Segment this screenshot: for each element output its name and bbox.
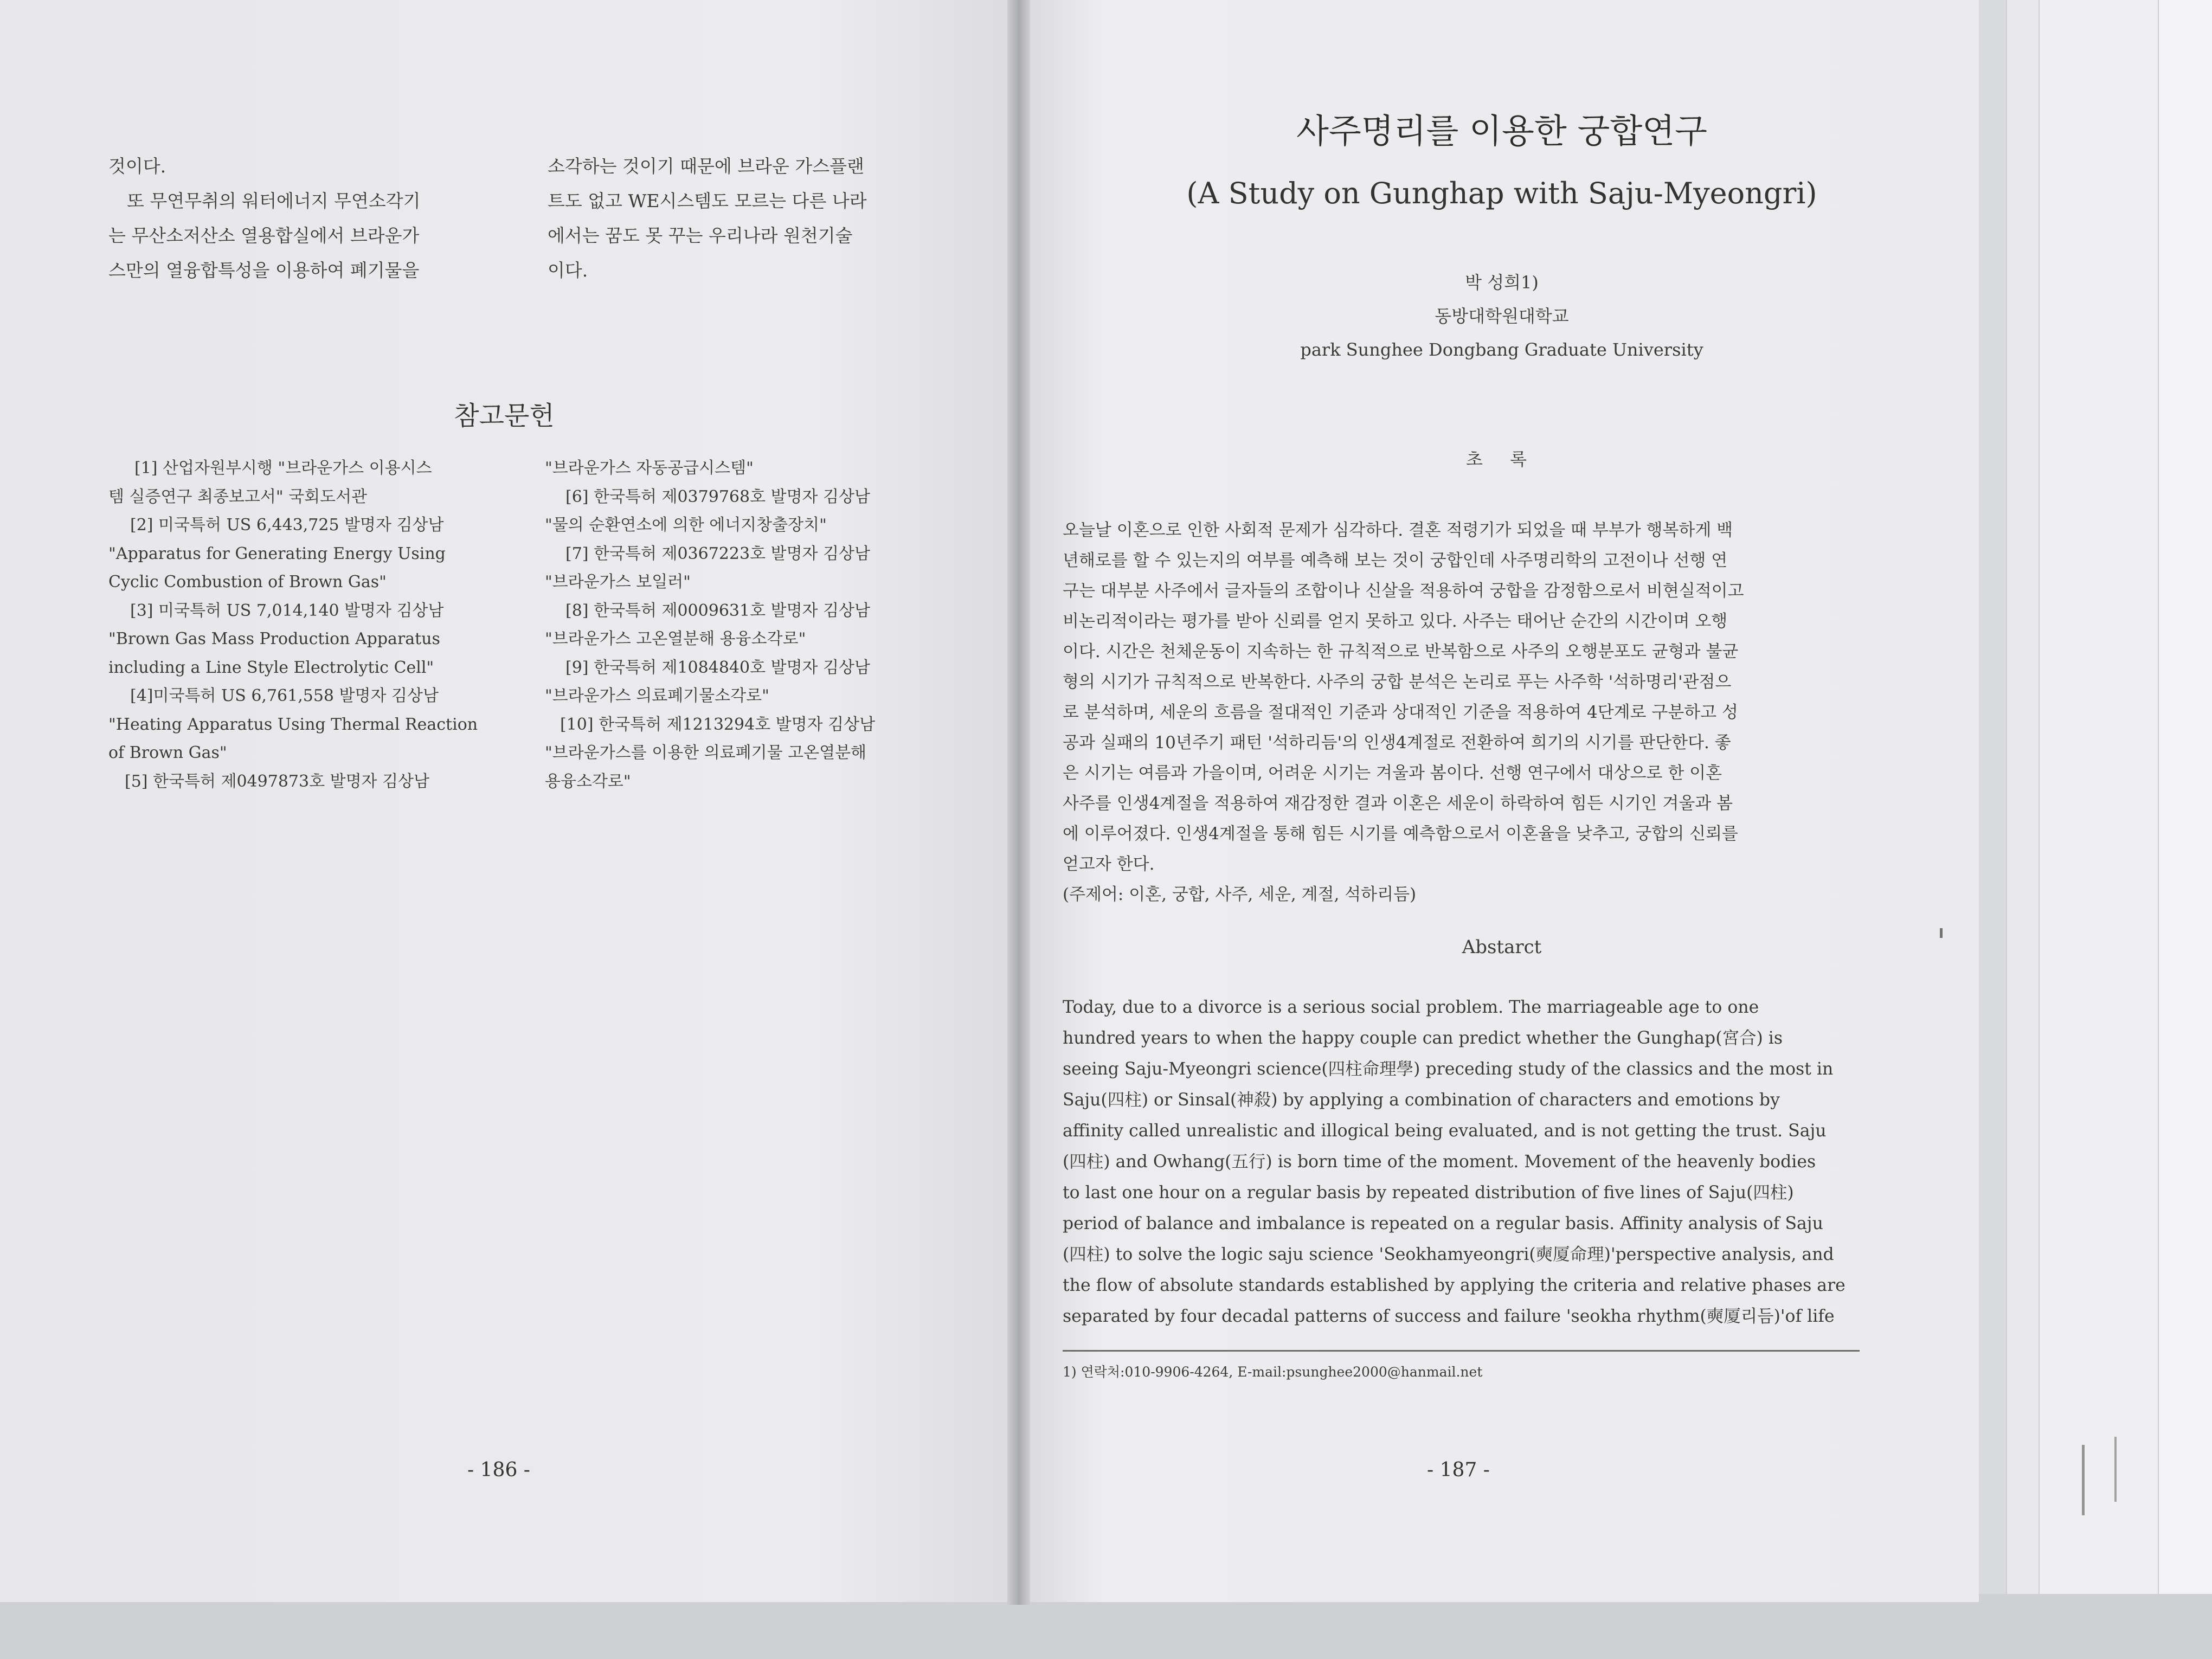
abstract-line: hundred years to when the happy couple can predict whether the Gunghap(宮合) is <box>1063 1028 1783 1048</box>
text-line: 것이다. <box>108 156 166 177</box>
abstract-line: 에 이루어졌다. 인생4계절을 통해 힘든 시기를 예측함으로서 이혼율을 낮추고, 궁합의 신뢰를 <box>1063 824 1738 844</box>
abstract-line: (四柱) and Owhang(五行) is born time of the moment. Movement of the heavenly bodies <box>1063 1152 1816 1172</box>
abstract-line: 얻고자 한다. <box>1063 854 1155 874</box>
reference-line: [2] 미국특허 US 6,443,725 발명자 김상남 <box>130 516 444 535</box>
english-abstract <box>1063 992 1854 1332</box>
reference-line: [4]미국특허 US 6,761,558 발명자 김상남 <box>130 686 439 705</box>
reference-line: [7] 한국특허 제0367223호 발명자 김상남 <box>565 544 871 563</box>
reference-line: of Brown Gas" <box>108 743 227 762</box>
abstract-line: 이다. 시간은 천체운동이 지속하는 한 규칙적으로 반복함으로 사주의 오행분포도 균형과 불균 <box>1063 642 1739 661</box>
author-affiliation: 동방대학원대학교 <box>1435 306 1569 326</box>
footnote-divider <box>1063 1350 1860 1352</box>
reference-line: [6] 한국특허 제0379768호 발명자 김상남 <box>565 487 871 506</box>
background-paper-stack <box>2158 0 2212 1616</box>
left-body-column-2 <box>548 149 938 288</box>
abstract-line: affinity called unrealistic and illogical being evaluated, and is not getting the trust. Saju <box>1063 1121 1827 1141</box>
abstract-line: 구는 대부분 사주에서 글자들의 조합이나 신살을 적용하여 궁합을 감정함으로서 비현실적이고 <box>1063 581 1744 601</box>
references-column-2 <box>545 454 935 796</box>
left-body-column-1 <box>108 149 510 288</box>
page-edge-mark <box>1940 928 1943 938</box>
paper-title-english: (A Study on Gunghap with Saju-Myeongri) <box>1186 176 1817 210</box>
text-line: 는 무산소저산소 열용합실에서 브라운가 <box>108 225 420 246</box>
reference-line: [5] 한국특허 제0497873호 발명자 김상남 <box>125 771 430 791</box>
abstract-line: (四柱) to solve the logic saju science 'Seokhamyeongri(奭厦命理)'perspective analysis, and <box>1063 1245 1834 1264</box>
reference-line: "Heating Apparatus Using Thermal Reaction <box>108 715 478 734</box>
reference-line: 템 실증연구 최종보고서" 국회도서관 <box>108 487 368 506</box>
abstract-line: 오늘날 이혼으로 인한 사회적 문제가 심각하다. 결혼 적령기가 되었을 때 부부가 행복하게 백 <box>1063 520 1733 540</box>
reference-line: [1] 산업자원부시행 "브라운가스 이용시스 <box>134 459 432 478</box>
reference-line: "Brown Gas Mass Production Apparatus <box>108 629 440 648</box>
author-name: 박 성희1) <box>1465 272 1539 293</box>
english-abstract-heading: Abstarct <box>1462 936 1542 958</box>
references-column-1 <box>108 454 499 796</box>
reference-line: "브라운가스 의료폐기물소각로" <box>545 686 769 705</box>
reference-line: including a Line Style Electrolytic Cell" <box>108 658 434 677</box>
abstract-line: to last one hour on a regular basis by repeated distribution of five lines of Saju(四柱) <box>1063 1183 1794 1203</box>
author-english: park Sunghee Dongbang Graduate University <box>1300 339 1703 360</box>
reference-line: "브라운가스 보일러" <box>545 573 691 591</box>
reference-line: Cyclic Combustion of Brown Gas" <box>108 573 387 591</box>
text-line: 이다. <box>548 260 588 281</box>
text-line: 스만의 열융합특성을 이용하여 폐기물을 <box>108 260 420 281</box>
reference-line: [10] 한국특허 제1213294호 발명자 김상남 <box>560 715 876 734</box>
korean-abstract <box>1063 515 1843 910</box>
abstract-line: 공과 실패의 10년주기 패턴 '석하리듬'의 인생4계절로 전환하여 희기의 시기를 판단한다. 좋 <box>1063 733 1731 753</box>
abstract-line: Today, due to a divorce is a serious social problem. The marriageable age to one <box>1063 998 1759 1017</box>
text-line: 트도 없고 WE시스템도 모르는 다른 나라 <box>548 190 867 211</box>
abstract-line: separated by four decadal patterns of success and failure 'seokha rhythm(奭厦리듬)'of life <box>1063 1307 1835 1326</box>
reference-line: [3] 미국특허 US 7,014,140 발명자 김상남 <box>130 601 444 620</box>
abstract-line: seeing Saju-Myeongri science(四柱命理學) preceding study of the classics and the most in <box>1063 1059 1834 1079</box>
abstract-line: 로 분석하며, 세운의 흐름을 절대적인 기준과 상대적인 기준을 적용하여 4단계로 구분하고 성 <box>1063 703 1738 722</box>
text-line: 에서는 꿈도 못 꾸는 우리나라 원천기술 <box>548 225 853 246</box>
abstract-line: 년해로를 할 수 있는지의 여부를 예측해 보는 것이 궁합인데 사주명리학의 고전이나 선행 연 <box>1063 551 1728 570</box>
page-edge-mark <box>2114 1437 2117 1502</box>
abstract-line: 형의 시기가 규칙적으로 반복한다. 사주의 궁합 분석은 논리로 푸는 사주학 '석하명리'관점으 <box>1063 672 1732 692</box>
author-block <box>1025 266 1979 366</box>
reference-line: "브라운가스 자동공급시스템" <box>545 459 754 478</box>
reference-line: "브라운가스 고온열분해 용융소각로" <box>545 629 806 648</box>
text-line: 소각하는 것이기 때문에 브라운 가스플랜 <box>548 156 864 177</box>
page-number: - 187 - <box>1427 1459 1490 1481</box>
desk-surface <box>0 1594 2212 1659</box>
page-number: - 186 - <box>467 1459 530 1481</box>
abstract-line: 사주를 인생4계절을 적용하여 재감정한 결과 이혼은 세운이 하락하여 힘든 시기인 겨울과 봄 <box>1063 794 1733 813</box>
reference-line: "브라운가스를 이용한 의료폐기물 고온열분해 <box>545 743 867 762</box>
reference-line: "Apparatus for Generating Energy Using <box>108 544 446 563</box>
reference-line: [8] 한국특허 제0009631호 발명자 김상남 <box>565 601 871 620</box>
reference-line: [9] 한국특허 제1084840호 발명자 김상남 <box>565 658 871 677</box>
abstract-line: Saju(四柱) or Sinsal(神殺) by applying a combination of characters and emotions by <box>1063 1090 1780 1110</box>
footnote: 1) 연락처:010-9906-4264, E-mail:psunghee2000@hanmail.net <box>1063 1364 1483 1380</box>
abstract-line: period of balance and imbalance is repeated on a regular basis. Affinity analysis of Saju <box>1063 1214 1823 1233</box>
reference-line: 용융소각로" <box>545 771 631 791</box>
abstract-line: the flow of absolute standards established by applying the criteria and relative phases are <box>1063 1276 1846 1295</box>
abstract-line: 비논리적이라는 평가를 받아 신뢰를 얻지 못하고 있다. 사주는 태어난 순간의 시간이며 오행 <box>1063 612 1728 631</box>
page-edge-mark <box>2082 1445 2085 1515</box>
paper-title-korean: 사주명리를 이용한 궁합연구 <box>1296 111 1708 151</box>
keywords-line: (주제어: 이혼, 궁합, 사주, 세운, 계절, 석하리듬) <box>1063 885 1417 904</box>
book-spine <box>1007 0 1030 1605</box>
text-line: 또 무연무취의 워터에너지 무연소각기 <box>127 190 421 211</box>
korean-abstract-heading: 초 록 <box>1466 449 1538 470</box>
abstract-line: 은 시기는 여름과 가을이며, 어려운 시기는 겨울과 봄이다. 선행 연구에서 대상으로 한 이혼 <box>1063 763 1722 783</box>
reference-line: "물의 순환연소에 의한 에너지창출장치" <box>545 516 827 535</box>
references-heading: 참고문헌 <box>454 401 555 431</box>
